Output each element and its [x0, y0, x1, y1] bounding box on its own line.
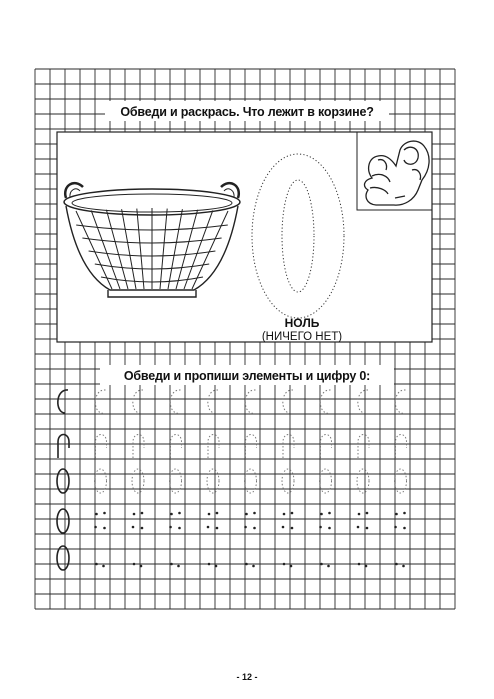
practice-dot [252, 565, 255, 568]
practice-dot [215, 565, 218, 568]
practice-dot [402, 565, 405, 568]
task1-title: Обведи и раскрась. Что лежит в корзине? [120, 105, 374, 119]
practice-dot [208, 513, 211, 516]
practice-dot [103, 527, 106, 530]
illustration-panel [57, 132, 432, 342]
practice-dot [141, 527, 144, 530]
practice-arch [96, 435, 107, 459]
practice-dot [403, 512, 406, 515]
practice-dot [133, 513, 136, 516]
digit-word-label: НОЛЬ [284, 316, 320, 330]
practice-dot [290, 565, 293, 568]
practice-left-arc [395, 390, 405, 413]
task2-title: Обведи и пропиши элементы и цифру 0: [123, 369, 371, 383]
practice-dot [95, 513, 98, 516]
practice-dot [170, 563, 173, 566]
practice-arch [321, 435, 332, 459]
practice-dot [291, 527, 294, 530]
practice-dot [169, 526, 172, 529]
digit-meaning-label: (НИЧЕГО НЕТ) [261, 331, 343, 343]
practice-dot [102, 565, 105, 568]
practice-left-arc [170, 390, 180, 413]
practice-dot [327, 565, 330, 568]
practice-dot [94, 526, 97, 529]
practice-dot [403, 527, 406, 530]
practice-dot [216, 527, 219, 530]
practice-dot [208, 563, 211, 566]
practice-oval [57, 509, 69, 533]
practice-left-arc [58, 390, 68, 413]
practice-dot [253, 512, 256, 515]
practice-grid [57, 390, 407, 570]
practice-dot [177, 565, 180, 568]
page-number: - 12 - [236, 672, 258, 682]
practice-arch [133, 435, 144, 459]
practice-dot [365, 565, 368, 568]
practice-dot [395, 513, 398, 516]
practice-dot [207, 526, 210, 529]
practice-dot [358, 563, 361, 566]
practice-dot [140, 565, 143, 568]
practice-left-arc [133, 390, 143, 413]
practice-dot [132, 526, 135, 529]
practice-dot [291, 512, 294, 515]
practice-arch [208, 435, 219, 459]
practice-left-arc [283, 390, 293, 413]
practice-dot [328, 527, 331, 530]
practice-dot [245, 513, 248, 516]
practice-dot [283, 563, 286, 566]
practice-dot [244, 526, 247, 529]
practice-dot [366, 527, 369, 530]
practice-oval [57, 546, 69, 570]
practice-dot [366, 512, 369, 515]
practice-left-arc [245, 390, 255, 413]
practice-left-arc [320, 390, 330, 413]
practice-left-arc [208, 390, 218, 413]
practice-arch [283, 435, 294, 459]
practice-dot [358, 513, 361, 516]
practice-left-arc [358, 390, 368, 413]
practice-dot [103, 512, 106, 515]
practice-dot [320, 563, 323, 566]
practice-arch [358, 435, 369, 459]
practice-dot [170, 513, 173, 516]
practice-dot [319, 526, 322, 529]
practice-dot [95, 563, 98, 566]
practice-dot [133, 563, 136, 566]
practice-dot [178, 527, 181, 530]
practice-arch [58, 435, 69, 459]
practice-dot [178, 512, 181, 515]
practice-left-arc [95, 390, 105, 413]
practice-dot [282, 526, 285, 529]
practice-dot [141, 512, 144, 515]
practice-dot [320, 513, 323, 516]
practice-dot [283, 513, 286, 516]
practice-dot [395, 563, 398, 566]
practice-dot [253, 527, 256, 530]
practice-arch [171, 435, 182, 459]
practice-dot [394, 526, 397, 529]
practice-arch [396, 435, 407, 459]
practice-arch [246, 435, 257, 459]
practice-dot [328, 512, 331, 515]
practice-dot [245, 563, 248, 566]
practice-dot [216, 512, 219, 515]
practice-dot [357, 526, 360, 529]
